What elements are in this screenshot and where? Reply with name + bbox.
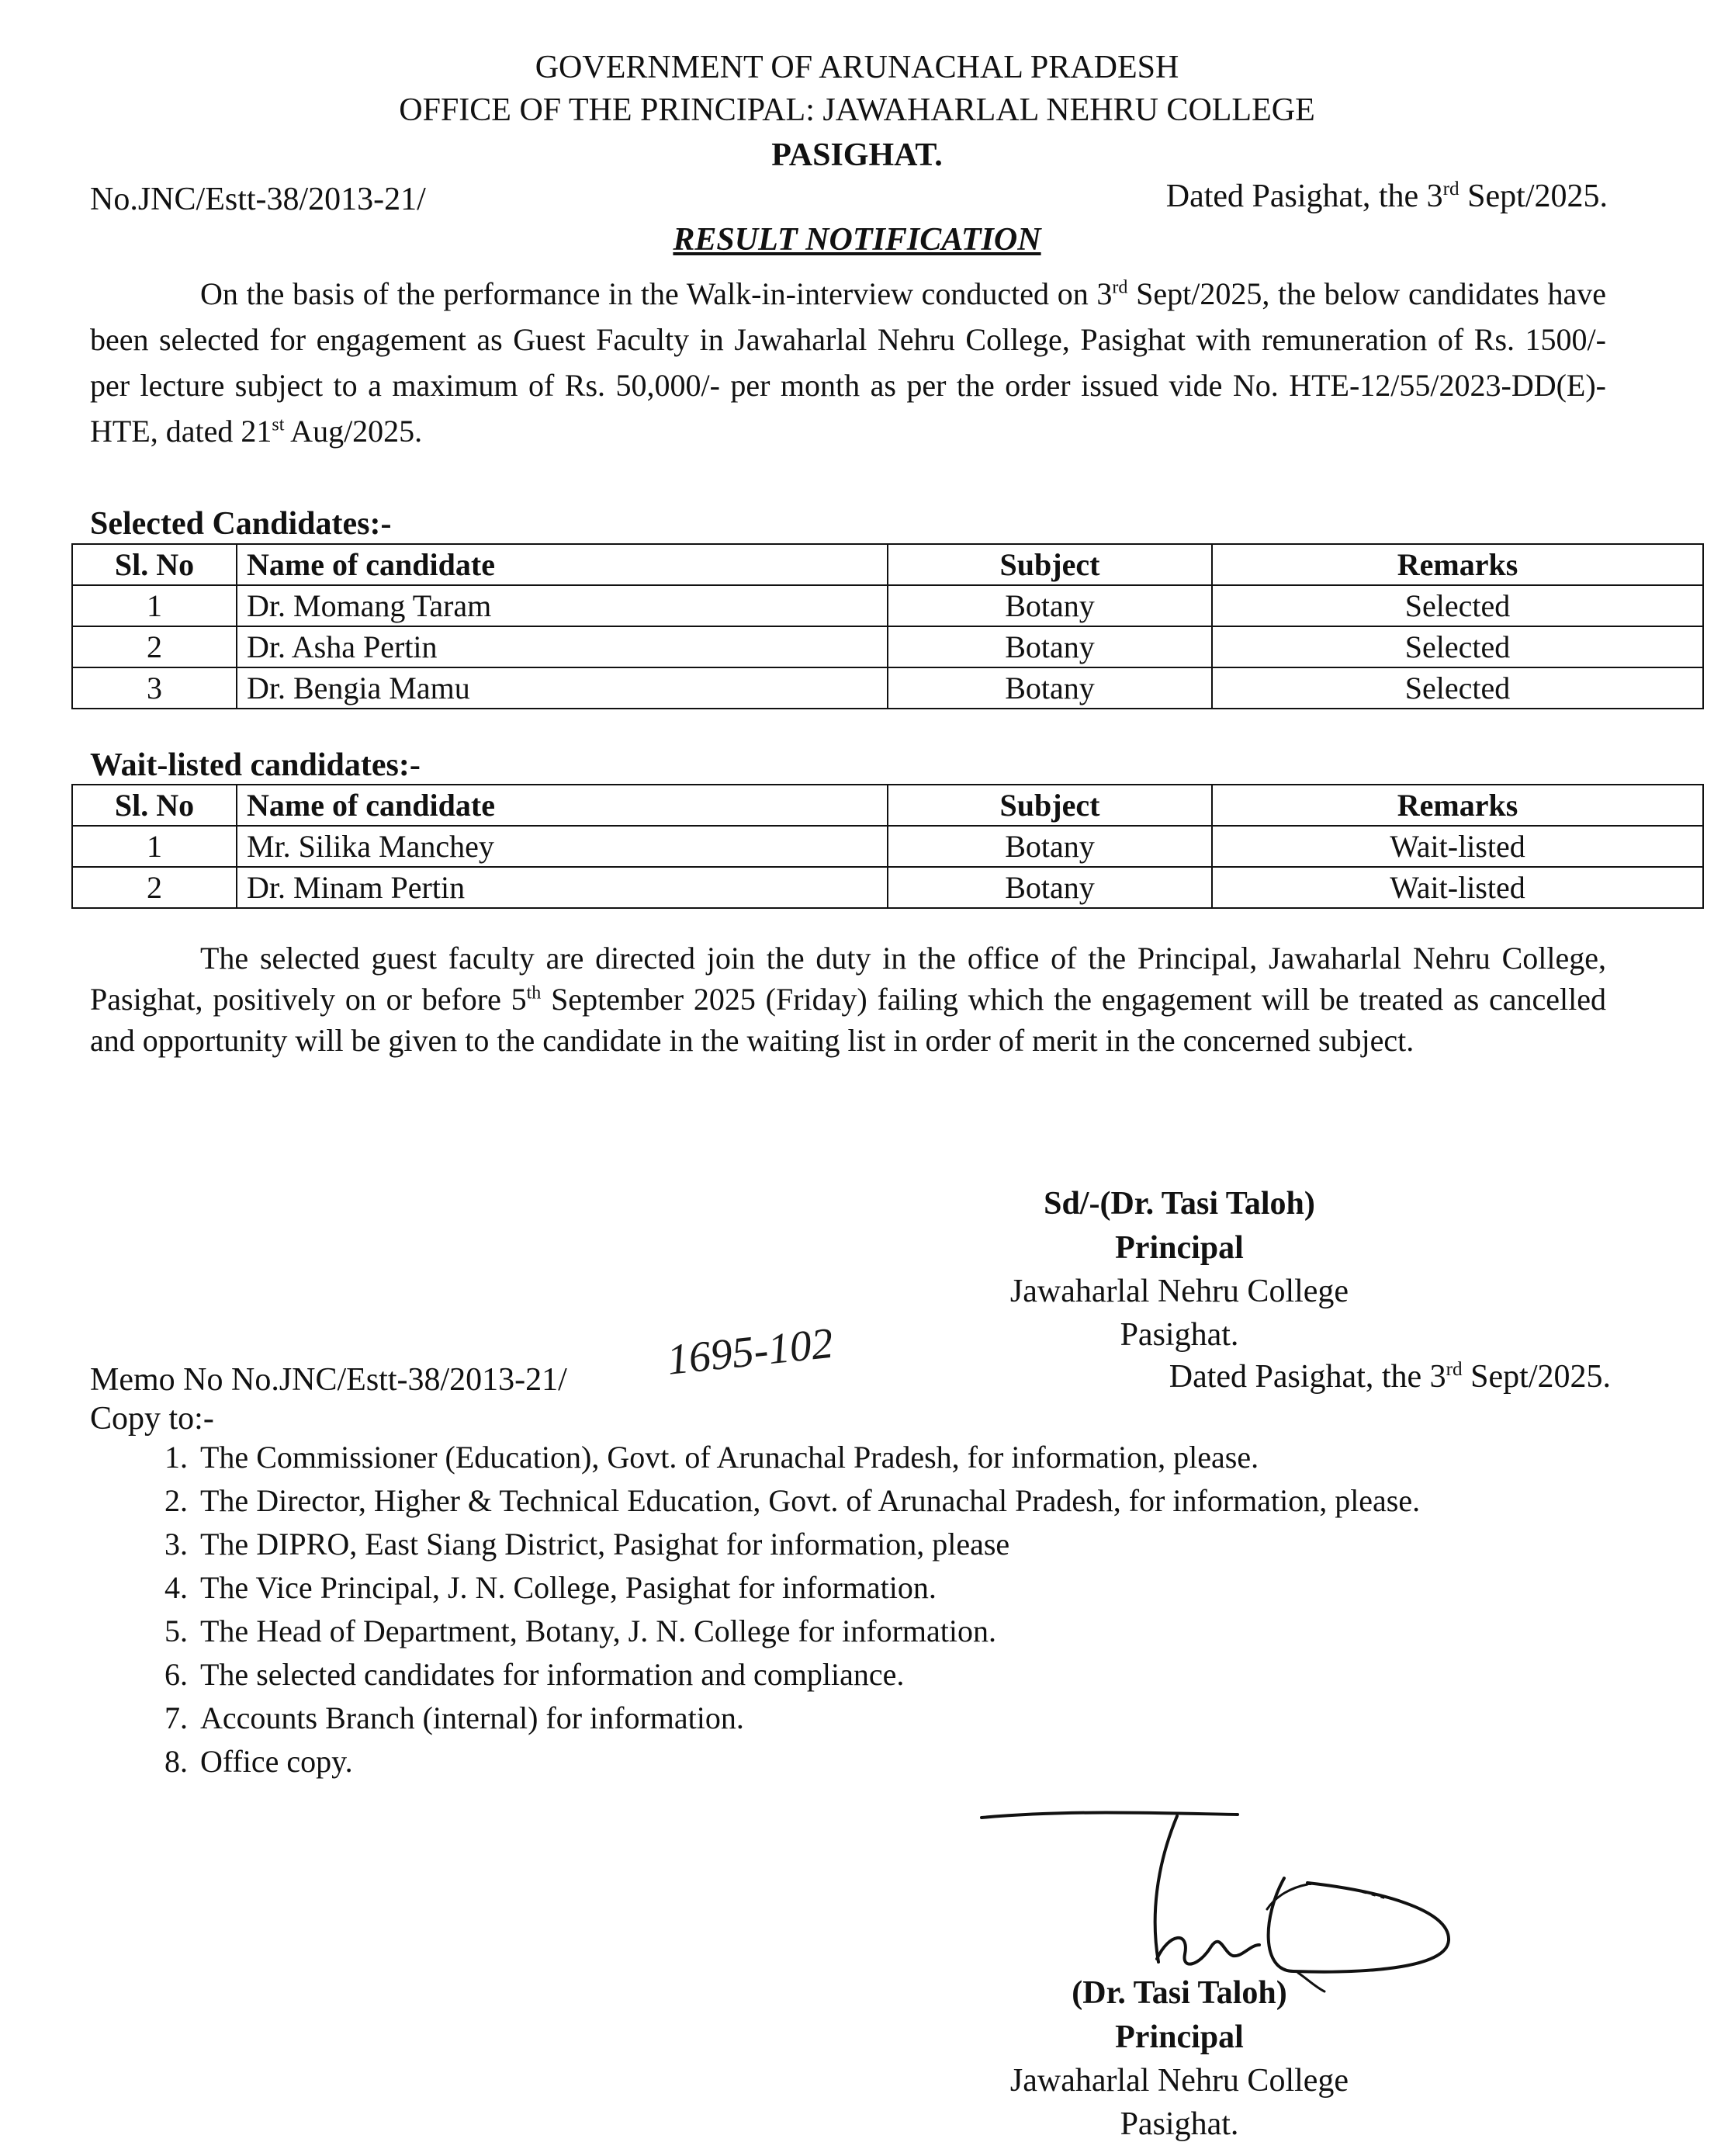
list-item: 4. The Vice Principal, J. N. College, Pasighat for information. [164,1570,937,1605]
header-sl-no: Sl. No [72,544,237,585]
table-row [72,585,1703,626]
header-subject: Subject [888,785,1212,826]
selected-table [71,543,1704,709]
copy-to-label: Copy to:- [90,1401,214,1437]
memo-number: Memo No No.JNC/Estt-38/2013-21/ [90,1362,567,1398]
signature1-place: Pasighat. [1120,1317,1239,1353]
signature2-college: Jawaharlal Nehru College [1009,2063,1349,2099]
signature2-name: (Dr. Tasi Taloh) [1072,1975,1287,2011]
memo-date: Dated Pasighat, the 3rd Sept/2025. [1169,1359,1611,1395]
signature1-name: Sd/-(Dr. Tasi Taloh) [1044,1186,1315,1222]
table-header-row [72,785,1703,826]
header-office: OFFICE OF THE PRINCIPAL: JAWAHARLAL NEHRU COLLEGE [399,92,1315,128]
cell-name: Dr. Momang Taram [237,585,888,626]
reference-number: No.JNC/Estt-38/2013-21/ [90,182,426,217]
table-row [72,626,1703,667]
notification-title: RESULT NOTIFICATION [673,222,1041,258]
cell-remarks: Selected [1212,667,1703,709]
copy-to-list [144,1436,1619,1783]
list-item: 2. The Director, Higher & Technical Education, Govt. of Arunachal Pradesh, for information, please. [164,1483,1421,1518]
cell-sl-no: 1 [72,826,237,867]
cell-sl-no: 2 [72,626,237,667]
cell-subject: Botany [888,585,1212,626]
memo-handwritten-number: 1695-102 [664,1319,836,1385]
cell-sl-no: 2 [72,867,237,908]
cell-sl-no: 3 [72,667,237,709]
table-row [72,826,1703,867]
header-remarks: Remarks [1212,785,1703,826]
cell-subject: Botany [888,667,1212,709]
header-remarks: Remarks [1212,544,1703,585]
cell-remarks: Selected [1212,626,1703,667]
cell-remarks: Wait-listed [1212,867,1703,908]
header-government: GOVERNMENT OF ARUNACHAL PRADESH [535,50,1179,85]
header-name: Name of candidate [237,785,888,826]
list-item: 5. The Head of Department, Botany, J. N. College for information. [164,1614,997,1648]
cell-subject: Botany [888,826,1212,867]
cell-remarks: Wait-listed [1212,826,1703,867]
waitlisted-section-title: Wait-listed candidates:- [90,747,421,783]
signature1-college: Jawaharlal Nehru College [1009,1274,1349,1309]
cell-sl-no: 1 [72,585,237,626]
cell-subject: Botany [888,867,1212,908]
table-header-row [72,544,1703,585]
table-row [72,667,1703,709]
list-item: 6. The selected candidates for information and compliance. [164,1657,905,1692]
cell-name: Dr. Minam Pertin [237,867,888,908]
cell-name: Dr. Asha Pertin [237,626,888,667]
table-row [72,867,1703,908]
cell-name: Mr. Silika Manchey [237,826,888,867]
list-item: 8. Office copy. [164,1744,353,1779]
header-name: Name of candidate [237,544,888,585]
list-item: 3. The DIPRO, East Siang District, Pasighat for information, please [164,1527,1010,1562]
directive-paragraph: The selected guest faculty are directed join the duty in the office of the Principal, Jawaharlal Nehru College, Pasighat, positively on or before 5th September 2025 (Friday) failing which the engagement will be treated as cancelled and opportunity will be given to the candidate in the waiting list in order of merit in the concerned subject. [90,941,1606,1058]
handwritten-signature [974,1793,1470,1995]
waitlisted-table [71,784,1704,909]
cell-name: Dr. Bengia Mamu [237,667,888,709]
cell-remarks: Selected [1212,585,1703,626]
header-subject: Subject [888,544,1212,585]
intro-paragraph: On the basis of the performance in the Walk-in-interview conducted on 3rd Sept/2025, the below candidates have been selected for engagement as Guest Faculty in Jawaharlal Nehru College, Pasighat with remuneration of Rs. 1500/- per lecture subject to a maximum of Rs. 50,000/- per month as per the order issued vide No. HTE-12/55/2023-DD(E)-HTE, dated 21st Aug/2025. [90,276,1607,449]
signature1-designation: Principal [1115,1230,1244,1266]
signature2-place: Pasighat. [1120,2106,1239,2142]
reference-date: Dated Pasighat, the 3rd Sept/2025. [1165,179,1608,214]
signature2-designation: Principal [1115,2019,1244,2055]
selected-section-title: Selected Candidates:- [90,506,392,542]
cell-subject: Botany [888,626,1212,667]
list-item: 1. The Commissioner (Education), Govt. of Arunachal Pradesh, for information, please. [164,1440,1259,1475]
header-place: PASIGHAT. [771,137,943,173]
list-item: 7. Accounts Branch (internal) for information. [164,1700,744,1735]
header-sl-no: Sl. No [72,785,237,826]
